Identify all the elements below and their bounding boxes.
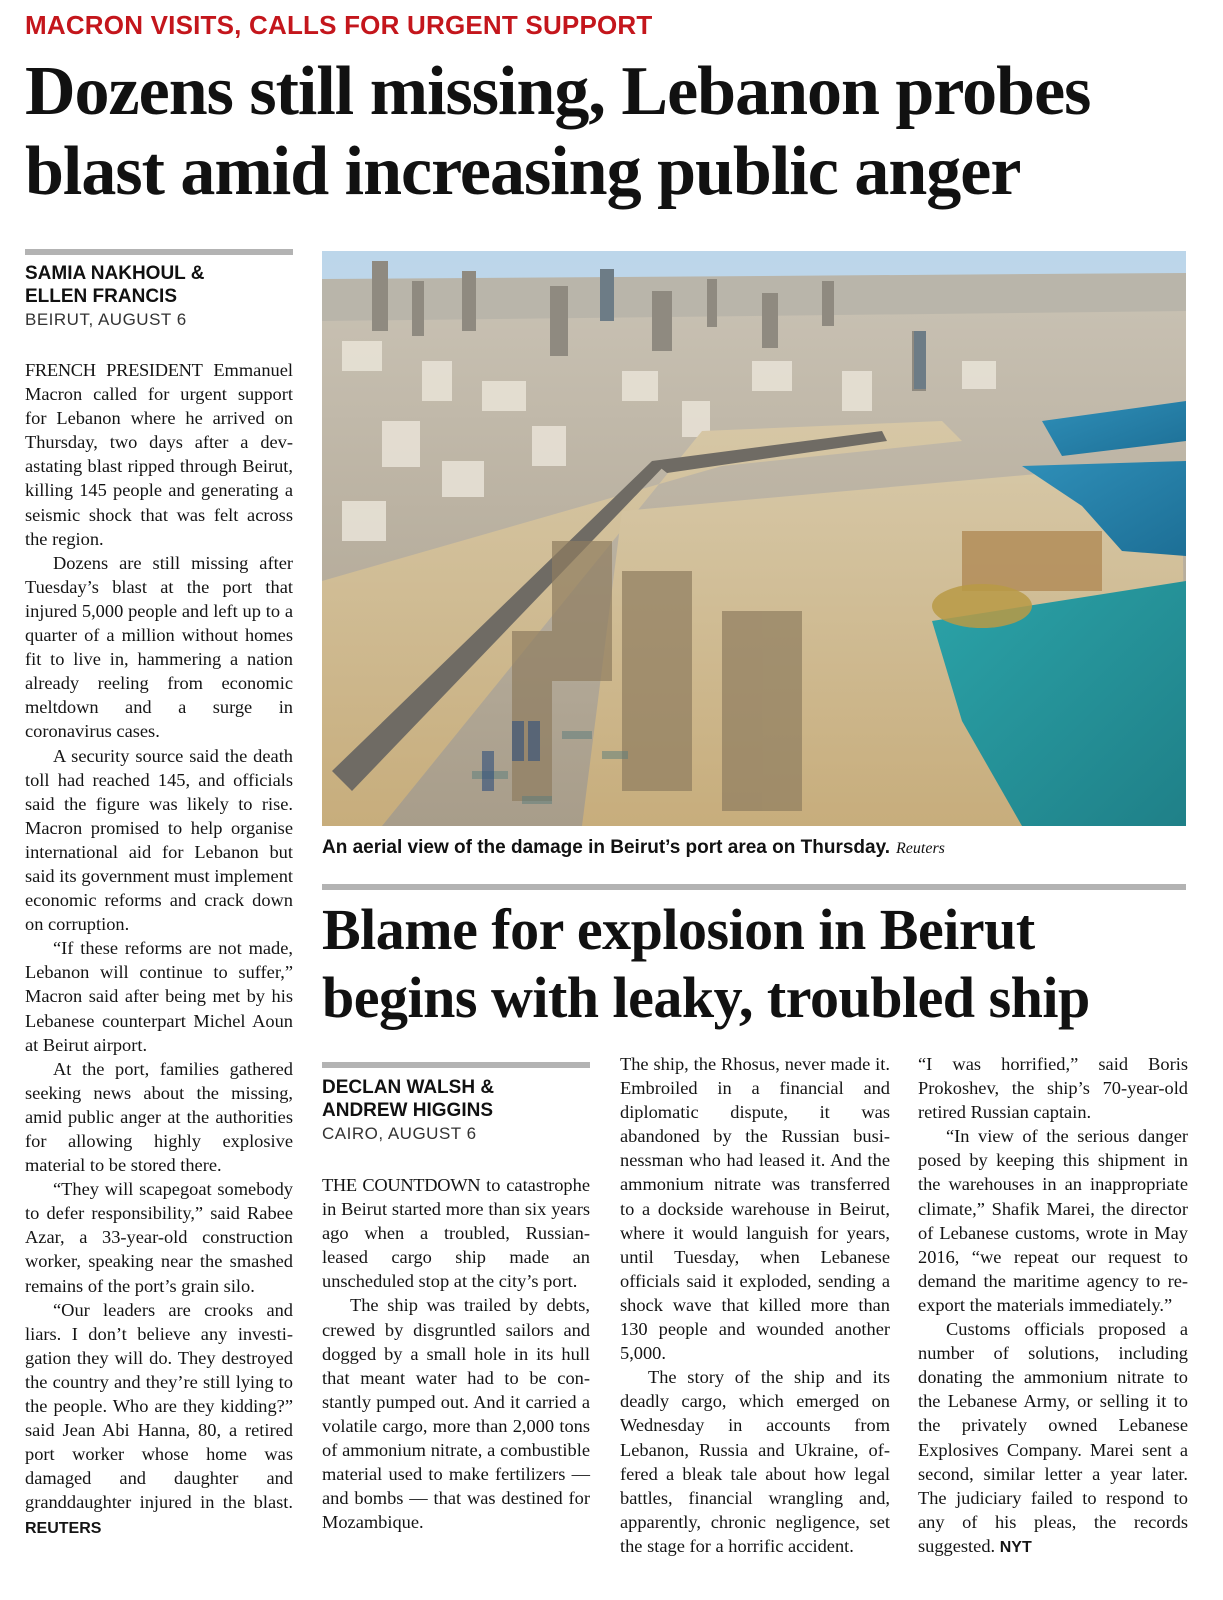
story2-byline [322, 1076, 590, 1146]
second-headline [322, 896, 1202, 1032]
story2-rule [322, 884, 1186, 890]
byline-author-2: ELLEN FRANCIS [25, 286, 177, 307]
story2-author-2: ANDREW HIGGINS [322, 1100, 493, 1121]
paragraph: FRENCH PRESIDENT Emmanuel Macron called for urgent support for Lebanon where he arrived on Thursday, two days after a devastating blast ripped through Beirut, killing 145 people and generating a seismic shock that was felt across the region. [25, 360, 293, 549]
paragraph: “Our leaders are crooks and liars. I don’t believe any investigation they will do. They destroyed the country and they’re still lying to the people. Who are they kidding?” said Jean Abi Hanna, 80, a retired port worker whose home was damaged and daughter and granddaughter injured in the blast. REUTERS [25, 1299, 293, 1537]
paragraph: “They will scapegoat somebody to defer responsibility,” said Rabee Azar, a 33-year-old construction worker, speaking near the smashed remains of the port’s grain silo. [25, 1179, 293, 1296]
story2-column-3 [918, 1052, 1188, 1560]
story1-body-column [25, 358, 293, 1541]
paragraph: “In view of the serious danger posed by keeping this shipment in the warehouses in an inappropriate climate,” Shafik Marei, the director of Lebanese customs, wrote in May 2016, “we repeat our request to demand the maritime agency to re-export the materials immediately.” [918, 1126, 1188, 1315]
story2-column-2 [620, 1052, 890, 1558]
story2-byline-rule [322, 1062, 590, 1068]
dateline: BEIRUT, AUGUST 6 [25, 310, 187, 329]
byline-author-1: SAMIA NAKHOUL & [25, 263, 205, 284]
paragraph: The story of the ship and its deadly cargo, which emerged on Wednesday in accounts from Lebanon, Russia and Ukraine, offered a bleak tale about how legal battles, financial wrangling and, apparently, chronic negligence, set the stage for a horrific accident. [620, 1367, 890, 1556]
paragraph: The ship, the Rhosus, never made it. Embroiled in a financial and diplomatic dispute, it was abandoned by the Russian businessman who had leased it. And the ammonium nitrate was transferred to a dockside warehouse in Beirut, where it would languish for years, until Tuesday, when Lebanese officials said it exploded, sending a shock wave that killed more than 130 people and wounded another 5,000. [620, 1054, 890, 1364]
aerial-photo [322, 251, 1186, 826]
paragraph: Customs officials proposed a number of solutions, including donating the ammonium nitrate to the Lebanese Army, or selling it to the privately owned Lebanese Explosives Company. Marei sent a second, similar letter a year later. The judiciary failed to respond to any of his pleas, the records suggested. NYT [918, 1319, 1188, 1556]
paragraph: THE COUNTDOWN to catastrophe in Beirut started more than six years ago when a troubled, Russian-leased cargo ship made an unscheduled stop at the city’s port. [322, 1175, 590, 1292]
story2-author-1: DECLAN WALSH & [322, 1077, 495, 1098]
paragraph: At the port, families gathered seeking news about the missing, amid public anger at the authorities for allowing highly explosive material to be stored there. [25, 1058, 293, 1176]
main-headline-line-1: Dozens still missing, Lebanon probes [25, 53, 1091, 130]
main-headline [25, 52, 1205, 212]
byline [25, 262, 293, 332]
agency-credit: NYT [999, 1538, 1032, 1556]
story2-column-1 [322, 1173, 590, 1534]
second-headline-line-1: Blame for explosion in Beirut [322, 897, 1035, 962]
paragraph: “I was horrified,” said Boris Prokoshev, the ship’s 70-year-old retired Russian captain. [918, 1054, 1188, 1123]
lead-in: FRENCH PRESIDENT [25, 360, 203, 380]
agency-credit: REUTERS [25, 1519, 102, 1537]
paragraph: Dozens are still missing after Tuesday’s blast at the port that injured 5,000 people and left up to a quarter of a million without homes fit to live in, hammering a nation already reeling from economic meltdown and a surge in coronavirus cases. [25, 552, 293, 742]
lead-in: THE COUNTDOWN [322, 1175, 481, 1195]
aerial-photo-illustration [322, 251, 1186, 826]
main-headline-line-2: blast amid increasing public anger [25, 133, 1021, 210]
paragraph: A security source said the death toll had reached 145, and officials said the figure was likely to rise. Macron promised to help organise international aid for Lebanon but said its government must implement economic reforms and crack down on corruption. [25, 745, 293, 935]
byline-rule [25, 249, 293, 255]
kicker: MACRON VISITS, CALLS FOR URGENT SUPPORT [25, 10, 653, 40]
story2-dateline: CAIRO, AUGUST 6 [322, 1124, 477, 1143]
photo-caption [322, 837, 1202, 859]
second-headline-line-2: begins with leaky, troubled ship [322, 965, 1090, 1030]
photo-credit: Reuters [896, 840, 945, 857]
paragraph: “If these reforms are not made, Lebanon will continue to suffer,” Macron said after being met by his Lebanese counterpart Michel Aoun at Beirut airport. [25, 938, 293, 1055]
caption-text: An aerial view of the damage in Beirut’s port area on Thursday. [322, 837, 891, 858]
paragraph: The ship was trailed by debts, crewed by disgruntled sailors and dogged by a small hole in its hull that meant water had to be constantly pumped out. And it carried a volatile cargo, more than 2,000 tons of ammonium nitrate, a combustible material used to make fertilizers — and bombs — that was destined for Mozambique. [322, 1295, 590, 1533]
